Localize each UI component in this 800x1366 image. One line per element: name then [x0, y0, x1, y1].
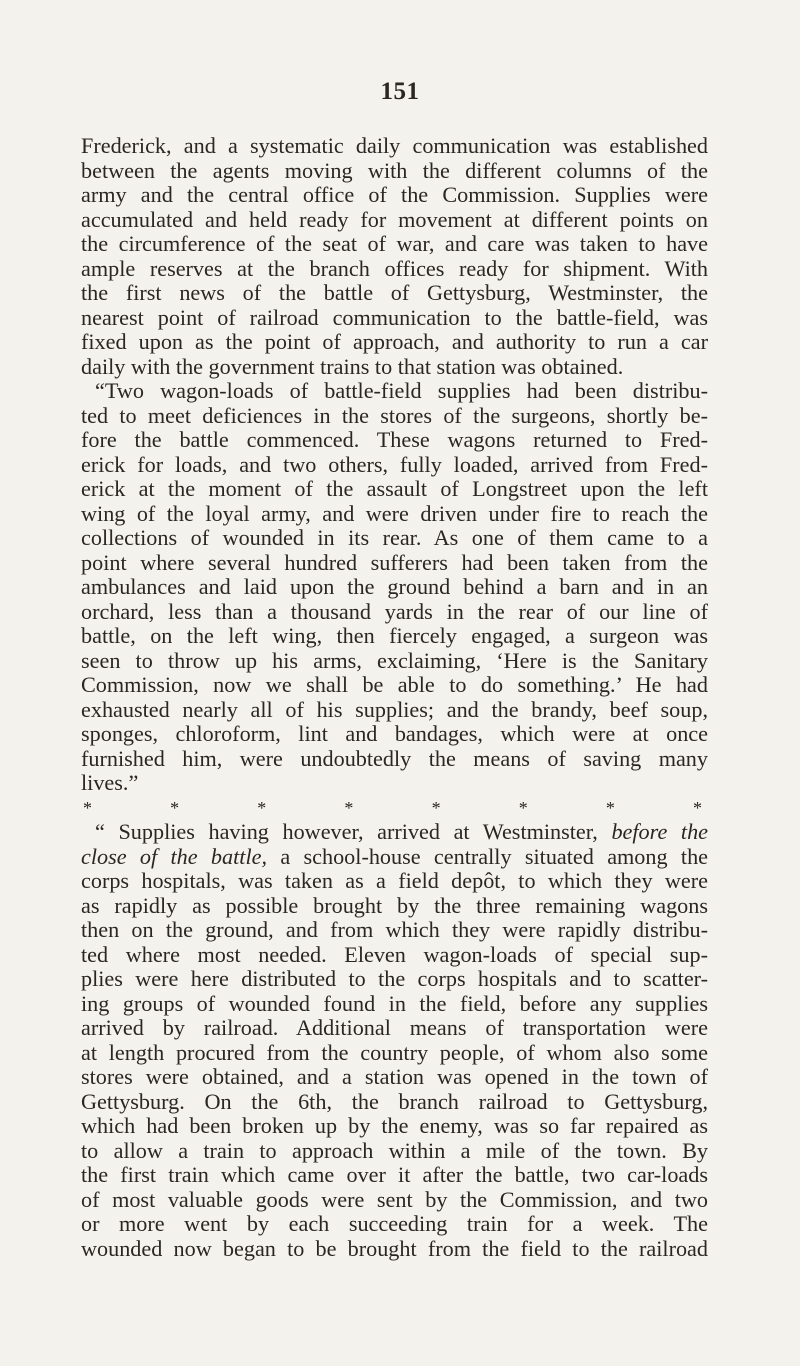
text-line: wounded now began to be brought from the field to the railroad [81, 1235, 708, 1261]
text-line: accumulated and held ready for movement at different points on [81, 206, 708, 232]
text-line: Frederick, and a systematic daily communication was established [81, 133, 708, 158]
separator-star: * [692, 797, 702, 818]
paragraph-1 [81, 134, 708, 379]
text-line: arrived by railroad. Additional means of transportation were [81, 1015, 708, 1040]
page-number: 151 [380, 78, 420, 105]
text-line: or more went by each succeeding train for a week. The [81, 1211, 708, 1236]
separator-star: * [83, 797, 92, 818]
text-line: corps hospitals, was taken as a field depôt, to which they were [81, 868, 708, 893]
text-line: ted to meet deficiences in the stores of the surgeons, shortly be- [81, 402, 708, 428]
text-line: plies were here distributed to the corps hospitals and to scatter- [81, 966, 708, 991]
text-line: as rapidly as possible brought by the three remaining wagons [81, 892, 708, 918]
text-line: of most valuable goods were sent by the Commission, and two [81, 1186, 708, 1212]
text-line: Commission, now we shall be able to do something.’ He had [81, 672, 708, 697]
line-text: a school-house centrally situated among the [280, 843, 709, 869]
text-line: between the agents moving with the different columns of the [81, 157, 708, 183]
paragraph-2 [81, 379, 708, 796]
text-line: daily with the government trains to that station was obtained. [81, 353, 624, 379]
text-line: the first news of the battle of Gettysburg, Westminster, the [81, 280, 708, 305]
text-line: orchard, less than a thousand yards in the rear of our line of [81, 598, 708, 624]
separator-star: * [344, 797, 354, 818]
text-line: nearest point of railroad communication to the battle-field, was [81, 304, 708, 330]
text-line: at length procured from the country people, of whom also some [81, 1039, 708, 1065]
text-line: ample reserves at the branch offices ready for shipment. With [81, 255, 708, 281]
text-line: ambulances and laid upon the ground behind a barn and in an [81, 574, 708, 599]
text-line: sponges, chloroform, lint and bandages, which were at once [81, 721, 708, 746]
text-line: point where several hundred sufferers had been taken from the [81, 549, 708, 575]
italic-text: close of the battle, [81, 843, 268, 869]
text-line: the circumference of the seat of war, and care was taken to have [81, 231, 708, 256]
separator-star: * [431, 797, 441, 818]
text-line: which had been broken up by the enemy, was so far repaired as [81, 1113, 708, 1138]
text-line: “Two wagon-loads of battle-field supplies had been distribu- [95, 378, 708, 403]
text-line: fixed upon as the point of approach, and authority to run a car [81, 329, 708, 354]
separator-star: * [518, 797, 528, 818]
text-line [81, 820, 708, 845]
text-line: wing of the loyal army, and were driven under fire to reach the [81, 500, 708, 526]
text-line: seen to throw up his arms, exclaiming, ‘Here is the Sanitary [81, 647, 708, 673]
text-line: exhausted nearly all of his supplies; and the brandy, beef soup, [81, 696, 708, 722]
text-line: erick for loads, and two others, fully loaded, arrived from Fred- [81, 451, 708, 477]
text-line: to allow a train to approach within a mile of the town. By [81, 1137, 708, 1163]
text-line: fore the battle commenced. These wagons returned to Fred- [81, 427, 708, 452]
separator-star: * [170, 797, 180, 818]
text-line: furnished him, were undoubtedly the means of saving many [81, 745, 708, 771]
section-separator [81, 796, 708, 821]
text-line: battle, on the left wing, then fiercely engaged, a surgeon was [81, 623, 708, 648]
text-line: Gettysburg. On the 6th, the branch railroad to Gettysburg, [81, 1088, 708, 1114]
line-text: “ Supplies having however, arrived at Westminster, [95, 819, 598, 844]
text-line: ing groups of wounded found in the field, before any supplies [81, 990, 708, 1016]
text-line: collections of wounded in its rear. As one of them came to a [81, 525, 708, 550]
separator-star: * [605, 797, 615, 818]
body-text [81, 134, 708, 1261]
text-line: then on the ground, and from which they were rapidly distribu- [81, 917, 708, 942]
text-line: stores were obtained, and a station was opened in the town of [81, 1064, 708, 1089]
text-line: ted where most needed. Eleven wagon-loads of special sup- [81, 941, 708, 967]
separator-star: * [257, 797, 267, 818]
paragraph-3 [81, 820, 708, 1261]
text-line: lives.” [81, 770, 139, 795]
text-line [81, 845, 708, 870]
text-line: the first train which came over it after the battle, two car-loads [81, 1162, 708, 1187]
italic-text: before the [611, 819, 709, 844]
text-line: army and the central office of the Commission. Supplies were [81, 182, 708, 207]
text-line: erick at the moment of the assault of Longstreet upon the left [81, 476, 708, 501]
